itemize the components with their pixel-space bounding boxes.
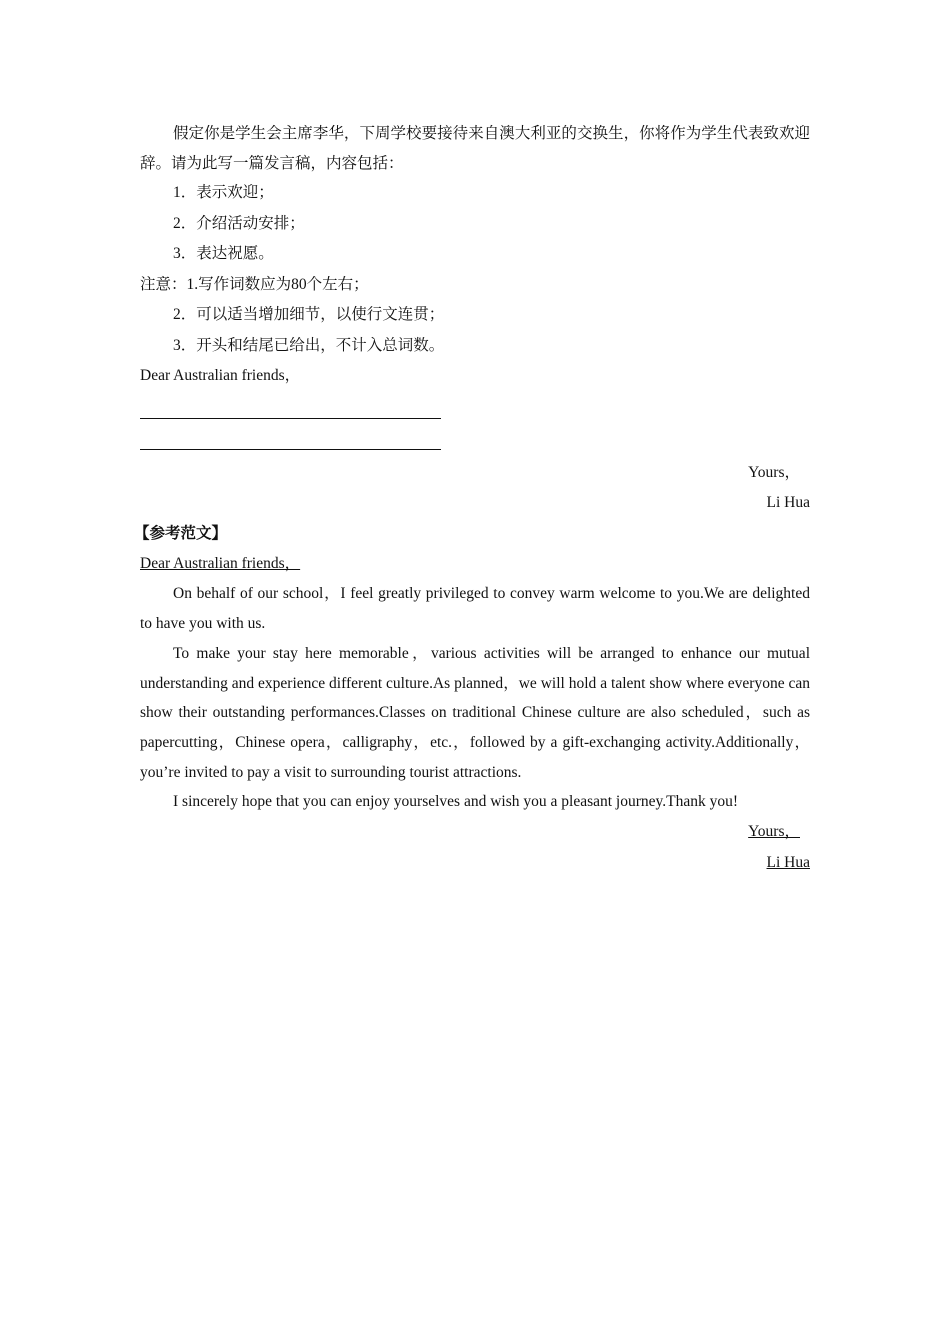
letter-salutation: Dear Australian friends，: [140, 367, 301, 385]
letter-closing: Yours，: [748, 463, 800, 481]
letter-signature: Li Hua: [766, 494, 810, 512]
document-page: [134, 119, 810, 878]
answer-blank-line[interactable]: [140, 392, 441, 419]
task-instructions: [140, 119, 810, 178]
note-2: 2．可以适当增加细节，以使行文连贯；: [173, 306, 445, 324]
reference-signature: Li Hua: [766, 853, 810, 871]
note-1: 注意：1.写作词数应为80个左右；: [140, 275, 369, 293]
reference-essay: [140, 579, 810, 817]
reference-paragraph: I sincerely hope that you can enjoy yourselves and wish you a pleasant journey.Thank you!: [173, 793, 739, 811]
task-intro: 假定你是学生会主席李华，下周学校要接待来自澳大利亚的交换生，你将作为学生代表致欢迎辞。请为此写一篇发言稿，内容包括：: [140, 125, 810, 172]
reference-paragraph: To make your stay here memorable，various activities will be arranged to enhance our mutual understanding and experience different culture.As planned，we will hold a talent show where everyone can show their outstanding performances.Classes on traditional Chinese culture are also scheduled，such as papercutting，Chinese opera，calligraphy，etc.，followed by a gift-exchanging activity.Additionally，you’re invited to pay a visit to surrounding tourist attractions.: [140, 644, 810, 781]
reference-heading: 【参考范文】: [134, 524, 228, 542]
task-point-3: 3．表达祝愿。: [173, 245, 274, 263]
reference-closing: Yours，: [748, 823, 800, 841]
reference-paragraph: On behalf of our school，I feel greatly privileged to convey warm welcome to you.We are delighted to have you with us.: [140, 585, 810, 633]
reference-salutation: Dear Australian friends，: [140, 554, 301, 572]
task-point-1: 1．表示欢迎；: [173, 184, 274, 202]
note-3: 3．开头和结尾已给出，不计入总词数。: [173, 336, 445, 354]
task-point-2: 2．介绍活动安排；: [173, 214, 305, 232]
answer-blank-line[interactable]: [140, 423, 441, 450]
